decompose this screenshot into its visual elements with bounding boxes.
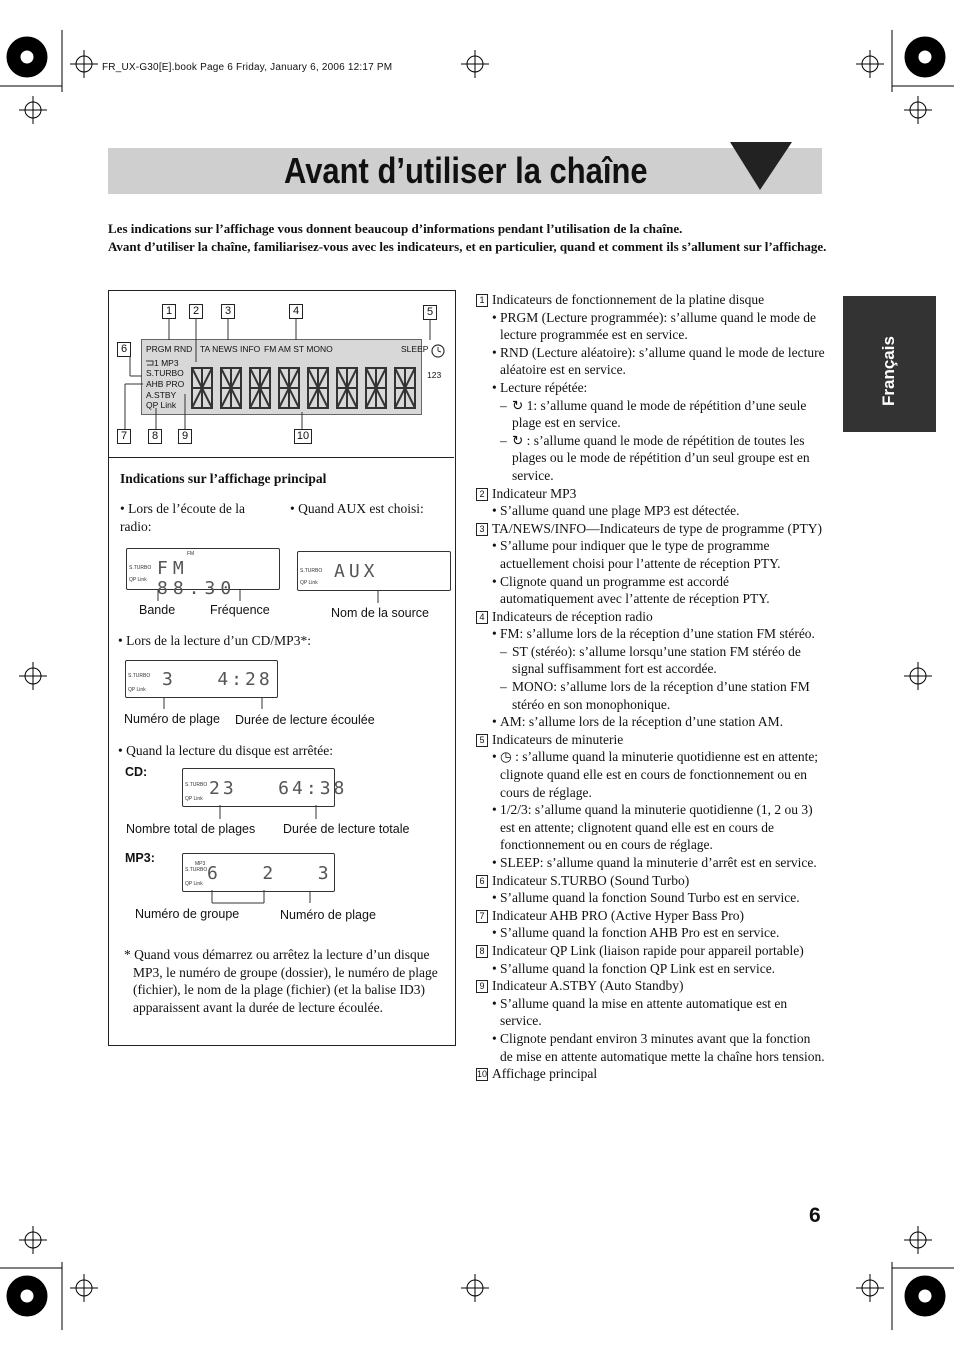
lcd-mp3: 1 MP3 bbox=[154, 358, 179, 368]
file-info: FR_UX-G30[E].book Page 6 Friday, January 6, 2006 12:17 PM bbox=[102, 62, 393, 73]
callout-9: 9 bbox=[178, 429, 192, 444]
indicator-number-badge: 5 bbox=[476, 734, 488, 747]
callout-3: 3 bbox=[221, 304, 235, 319]
callout-1: 1 bbox=[162, 304, 176, 319]
mini-qplink-aux: QP Link bbox=[300, 580, 318, 586]
bullet-item: • 1/2/3: s’allume quand la minuterie quotidienne (1, 2 ou 3) est en attente; clignotent quand elle est en cours de fonctionnement ou en cours de réglage. bbox=[476, 801, 826, 854]
bullet-item: • S’allume quand une plage MP3 est détectée. bbox=[476, 502, 826, 520]
lcd-ahb-pro: AHB PRO bbox=[146, 379, 185, 389]
dash-item: – MONO: s’allume lors de la réception d’une station FM stéréo en son monophonique. bbox=[476, 678, 826, 713]
indicator-heading-text: Indicateurs de réception radio bbox=[492, 608, 653, 624]
caption-elapsed-time: Durée de lecture écoulée bbox=[235, 713, 375, 727]
indicator-number-badge: 10 bbox=[477, 1069, 488, 1080]
mini-qplink: QP Link bbox=[129, 577, 147, 583]
indicator-number-badge: 6 bbox=[476, 875, 488, 888]
dash-item: – ↻ 1: s’allume quand le mode de répétition d’une seule plage est en service. bbox=[476, 397, 826, 432]
mini-cd-stop-value: 23 64:38 bbox=[209, 778, 348, 799]
mini-sturbo-play: S.TURBO bbox=[128, 673, 151, 679]
language-tab bbox=[843, 296, 936, 432]
lcd-sleep: SLEEP bbox=[401, 344, 429, 354]
mini-play-value: 3 4:28 bbox=[162, 669, 273, 690]
bullet-item: • PRGM (Lecture programmée): s’allume quand le mode de lecture programmée est en service. bbox=[476, 309, 826, 344]
bullet-item: • S’allume quand la mise en attente automatique est en service. bbox=[476, 995, 826, 1030]
bullet-item: • FM: s’allume lors de la réception d’une station FM stéréo. bbox=[476, 625, 826, 643]
intro-line-2: Avant d’utiliser la chaîne, familiarisez-vous avec les indicateurs, et en particulier, quand et comment ils s’allument sur l’affichage. bbox=[108, 239, 827, 254]
caption-total-time: Durée de lecture totale bbox=[283, 822, 410, 836]
indicator-heading-text: Indicateur AHB PRO (Active Hyper Bass Pro) bbox=[492, 907, 744, 923]
indicator-heading-10 bbox=[476, 1065, 826, 1083]
mini-display-leaders bbox=[120, 585, 440, 915]
footnote: * Quand vous démarrez ou arrêtez la lecture d’un disque MP3, le numéro de groupe (dossier), le numéro de plage (fichier), le nom de la plage (fichier) (et la balise ID3) apparaissent avant la durée de lecture écoulée. bbox=[124, 947, 438, 1015]
dash-item: – ↻ : s’allume quand le mode de répétition de toutes les plages ou le mode de répétition d’un seul groupe est en service. bbox=[476, 432, 826, 485]
mini-aux-value: AUX bbox=[334, 561, 379, 582]
intro-line-1: Les indications sur l’affichage vous donnent beaucoup d’informations pendant l’utilisation de la chaîne. bbox=[108, 221, 683, 236]
indicator-heading-text: Indicateurs de fonctionnement de la platine disque bbox=[492, 292, 765, 307]
callout-6: 6 bbox=[117, 342, 131, 357]
figure-subtitle: Indications sur l’affichage principal bbox=[120, 471, 327, 486]
indicator-number-badge: 1 bbox=[476, 294, 488, 307]
callout-2: 2 bbox=[189, 304, 203, 319]
caption-total-tracks: Nombre total de plages bbox=[126, 822, 256, 836]
lcd-sturbo: S.TURBO bbox=[146, 368, 184, 378]
indicator-heading-text: Indicateur QP Link (liaison rapide pour appareil portable) bbox=[492, 942, 804, 958]
indicator-heading-6 bbox=[476, 872, 826, 890]
dash-item: – ST (stéréo): s’allume lorsqu’une station FM stéréo de signal suffisamment fort est accordée. bbox=[476, 643, 826, 678]
bullet-item: • SLEEP: s’allume quand la minuterie d’arrêt est en service. bbox=[476, 854, 826, 872]
indicator-heading-text: Indicateur MP3 bbox=[492, 485, 577, 501]
caption-group-number: Numéro de groupe bbox=[135, 907, 240, 921]
indicator-number-badge: 3 bbox=[476, 523, 488, 536]
mini-qplink-cd: QP Link bbox=[185, 796, 203, 802]
indicator-heading-2 bbox=[476, 485, 826, 503]
mini-sturbo-mp3: S.TURBO bbox=[185, 867, 208, 873]
lcd-prgm-rnd: PRGM RND bbox=[146, 344, 193, 354]
radio-bullet: • Lors de l’écoute de la radio: bbox=[120, 501, 246, 534]
mini-sturbo-aux: S.TURBO bbox=[300, 568, 323, 574]
lcd-ta-news-info: TA NEWS INFO bbox=[200, 344, 261, 354]
cd-play-bullet: • Lors de la lecture d’un CD/MP3*: bbox=[118, 633, 311, 648]
radio-mini-display bbox=[126, 548, 280, 599]
caption-source-name: Nom de la source bbox=[331, 606, 429, 620]
mp3-label: MP3: bbox=[125, 851, 155, 865]
indicator-heading-4 bbox=[476, 608, 826, 626]
stop-bullet: • Quand la lecture du disque est arrêtée: bbox=[118, 743, 334, 758]
caption-track-number: Numéro de plage bbox=[124, 712, 220, 726]
bullet-item: • AM: s’allume lors de la réception d’une station AM. bbox=[476, 713, 826, 731]
caption-band: Bande bbox=[139, 603, 176, 617]
indicator-heading-7 bbox=[476, 907, 826, 925]
indicator-descriptions bbox=[476, 291, 826, 1083]
indicator-number-badge: 8 bbox=[476, 945, 488, 958]
mini-sturbo: S.TURBO bbox=[129, 565, 152, 571]
lcd-qp-link: QP Link bbox=[146, 400, 177, 410]
indicator-heading-text: Indicateur A.STBY (Auto Standby) bbox=[492, 978, 684, 994]
lcd-fm-am-st-mono: FM AM ST MONO bbox=[264, 344, 333, 354]
callout-10: 10 bbox=[294, 429, 312, 444]
caption-frequency: Fréquence bbox=[210, 603, 270, 617]
indicator-heading-1 bbox=[476, 291, 826, 309]
bullet-item: • S’allume quand la fonction Sound Turbo est en service. bbox=[476, 889, 826, 907]
callout-5: 5 bbox=[423, 305, 437, 320]
lcd-timer-number: 123 bbox=[427, 370, 442, 380]
callout-leader-lines bbox=[108, 300, 448, 440]
language-tab-label: Français bbox=[879, 336, 898, 406]
indicator-heading-5 bbox=[476, 731, 826, 749]
indicator-number-badge: 9 bbox=[476, 980, 488, 993]
indicator-heading-text: Affichage principal bbox=[492, 1066, 598, 1082]
mini-mp3-stop-value: 6 2 3 bbox=[207, 863, 332, 884]
figure-separator bbox=[109, 457, 454, 458]
mini-qplink-play: QP Link bbox=[128, 687, 146, 693]
bullet-item: • S’allume quand la fonction AHB Pro est en service. bbox=[476, 924, 826, 942]
bullet-item: • Lecture répétée: bbox=[476, 379, 826, 397]
caption-track-number-mp3: Numéro de plage bbox=[280, 908, 376, 922]
bullet-item: • RND (Lecture aléatoire): s’allume quand le mode de lecture aléatoire est en service. bbox=[476, 344, 826, 379]
bullet-item: • Clignote pendant environ 3 minutes avant que la fonction de mise en attente automatique mette la chaîne hors tension. bbox=[476, 1030, 826, 1065]
indicator-heading-8 bbox=[476, 942, 826, 960]
page-number: 6 bbox=[809, 1204, 821, 1227]
lcd-astby: A.STBY bbox=[146, 390, 177, 400]
callout-8: 8 bbox=[148, 429, 162, 444]
bullet-item: • S’allume quand la fonction QP Link est en service. bbox=[476, 960, 826, 978]
indicator-number-badge: 2 bbox=[476, 488, 488, 501]
mini-fm: FM bbox=[187, 551, 195, 557]
cd-label: CD: bbox=[125, 765, 148, 779]
indicator-heading-text: Indicateur S.TURBO (Sound Turbo) bbox=[492, 872, 690, 888]
callout-4: 4 bbox=[289, 304, 303, 319]
intro-text bbox=[108, 220, 828, 256]
indicator-number-badge: 4 bbox=[476, 611, 488, 624]
bullet-item: • S’allume pour indiquer que le type de programme actuellement choisi pour l’attente de réception PTY. bbox=[476, 537, 826, 572]
mini-radio-value: FM 88.30 bbox=[157, 558, 237, 599]
title-band-corner bbox=[722, 140, 824, 196]
aux-bullet: • Quand AUX est choisi: bbox=[290, 501, 424, 516]
indicator-heading-text: Indicateurs de minuterie bbox=[492, 731, 624, 747]
mini-mp3: MP3 bbox=[195, 861, 206, 867]
page-title: Avant d’utiliser la chaîne bbox=[284, 150, 648, 191]
bullet-item: • ◷ : s’allume quand la minuterie quotidienne est en attente; clignote quand elle est en cours de fonctionnement ou en cours de réglage. bbox=[476, 748, 826, 801]
mini-qplink-mp3: QP Link bbox=[185, 881, 203, 887]
indicator-heading-9 bbox=[476, 977, 826, 995]
mini-sturbo-cd: S.TURBO bbox=[185, 782, 208, 788]
bullet-item: • Clignote quand un programme est accordé automatiquement avec l’attente de réception PTY. bbox=[476, 573, 826, 608]
indicator-number-badge: 7 bbox=[476, 910, 488, 923]
indicator-heading-text: TA/NEWS/INFO—Indicateurs de type de programme (PTY) bbox=[492, 520, 822, 536]
callout-7: 7 bbox=[117, 429, 131, 444]
indicator-heading-3 bbox=[476, 520, 826, 538]
